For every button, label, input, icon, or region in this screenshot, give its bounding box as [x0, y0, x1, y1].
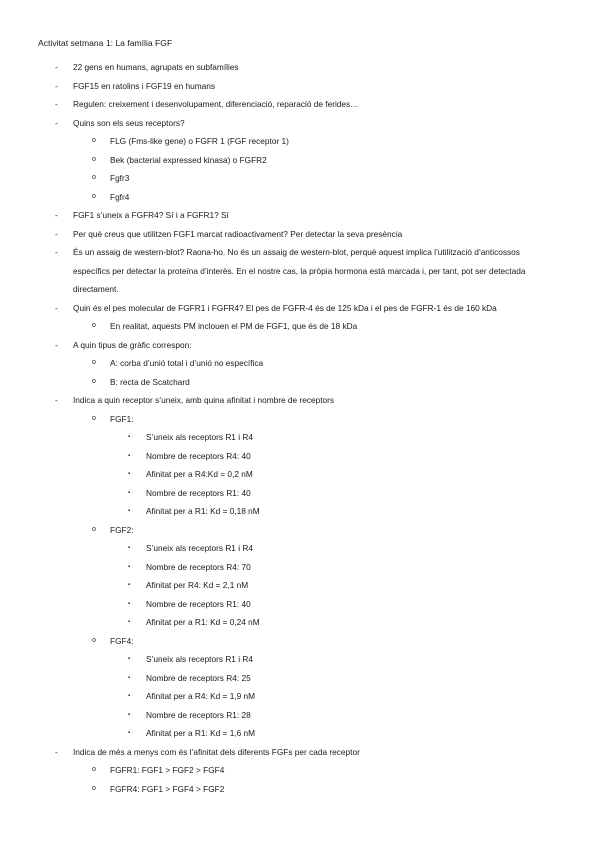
list-item	[0, 336, 600, 355]
circle-bullet-icon: o	[92, 359, 96, 366]
list-item-text: Nombre de receptors R4: 40	[146, 450, 251, 461]
list-item	[0, 576, 600, 595]
list-item	[0, 724, 600, 743]
dash-bullet-icon: -	[55, 339, 58, 350]
dash-bullet-icon: -	[55, 395, 58, 405]
list-item	[0, 595, 600, 614]
square-bullet-icon: ▪	[128, 563, 131, 570]
list-item-text: S’uneix als receptors R1 i R4	[146, 543, 253, 553]
dash-bullet-icon: -	[55, 247, 58, 257]
list-item-text: Afinitat per a R4: Kd = 1,9 nM	[146, 691, 256, 701]
list-item	[0, 95, 600, 114]
dash-bullet-icon: -	[55, 117, 58, 128]
square-bullet-icon: ▪	[128, 656, 131, 662]
list-item	[0, 539, 600, 558]
square-bullet-icon: ▪	[128, 600, 131, 607]
list-item-text: Fgfr3	[110, 173, 130, 183]
list-item-text: S’uneix als receptors R1 i R4	[146, 432, 253, 442]
square-bullet-icon: ▪	[128, 434, 131, 440]
list-item	[0, 558, 600, 577]
list-item-text: 22 gens en humans, agrupats en subfamílies	[73, 62, 239, 72]
list-item	[0, 299, 600, 318]
list-item-text: Per què creus que utilitzen FGF1 marcat radioactivament? Per detectar la seva presència	[73, 228, 403, 239]
list-item-text: FGFR4: FGF1 > FGF4 > FGF2	[110, 783, 225, 794]
square-bullet-icon: ▪	[128, 582, 131, 588]
list-item	[0, 317, 600, 336]
list-item	[0, 484, 600, 503]
dash-bullet-icon: -	[55, 228, 58, 239]
list-item	[0, 706, 600, 725]
square-bullet-icon: ▪	[128, 508, 131, 514]
list-item-text: FLG (Fms-like gene) o FGFR 1 (FGF receptor 1)	[110, 136, 289, 146]
list-item-text: Afinitat per a R1: Kd = 1,6 nM	[146, 728, 256, 738]
list-item	[0, 613, 600, 632]
list-item	[0, 132, 600, 151]
square-bullet-icon: ▪	[128, 471, 131, 477]
list-item-text: FGF4:	[110, 635, 134, 646]
dash-bullet-icon: -	[55, 80, 58, 91]
square-bullet-icon: ▪	[128, 674, 131, 681]
circle-bullet-icon: o	[92, 525, 96, 533]
list-item-text: FGF1:	[110, 413, 134, 424]
list-item-text: Afinitat per a R1: Kd = 0,18 nM	[146, 506, 260, 516]
circle-bullet-icon: o	[92, 155, 96, 163]
list-item	[0, 206, 600, 225]
circle-bullet-icon: o	[92, 137, 96, 144]
dash-bullet-icon: -	[55, 210, 58, 220]
list-item-text: A quin tipus de gràfic correspon:	[73, 339, 192, 350]
list-item	[0, 687, 600, 706]
circle-bullet-icon: o	[92, 766, 96, 773]
list-item-text: Nombre de receptors R4: 70	[146, 561, 251, 572]
document-title: Activitat setmana 1: La família FGF	[38, 38, 173, 48]
list-item	[0, 743, 600, 762]
list-item-text: Quin és el pes molecular de FGFR1 i FGFR4? El pes de FGFR-4 és de 125 kDa i el pes de FGFR-1 és de 160 kDa	[73, 302, 497, 313]
list-item	[0, 354, 600, 373]
circle-bullet-icon: o	[92, 414, 96, 422]
list-item	[0, 114, 600, 133]
list-item-text: Quins son els seus receptors?	[73, 117, 185, 128]
list-item-text: Bek (bacterial expressed kinasa) o FGFR2	[110, 154, 267, 165]
list-item	[0, 373, 600, 392]
list-item-text: Indica a quin receptor s’uneix, amb quina afinitat i nombre de receptors	[73, 395, 335, 405]
list-item-text: Regulen: creixement i desenvolupament, diferenciació, reparació de ferides…	[73, 99, 359, 109]
list-item-text: Nombre de receptors R1: 40	[146, 598, 251, 609]
list-item-text: FGF2:	[110, 524, 134, 535]
list-item	[0, 169, 600, 188]
list-item	[0, 650, 600, 669]
bullet-list	[0, 58, 600, 798]
list-item	[0, 410, 600, 429]
list-item-text: Afinitat per R4: Kd = 2,1 nM	[146, 580, 249, 590]
list-item	[0, 151, 600, 170]
dash-bullet-icon: -	[55, 746, 58, 757]
list-item	[0, 447, 600, 466]
square-bullet-icon: ▪	[128, 619, 131, 625]
list-item-text: Nombre de receptors R4: 25	[146, 672, 251, 683]
square-bullet-icon: ▪	[128, 489, 131, 496]
circle-bullet-icon: o	[92, 377, 96, 385]
list-item	[0, 761, 600, 780]
list-item	[0, 188, 600, 207]
list-item-text: FGFR1: FGF1 > FGF2 > FGF4	[110, 765, 225, 775]
list-item	[0, 58, 600, 77]
list-item-text: Nombre de receptors R1: 40	[146, 487, 251, 498]
square-bullet-icon: ▪	[128, 711, 131, 718]
list-item	[0, 465, 600, 484]
list-item-text: S’uneix als receptors R1 i R4	[146, 654, 253, 664]
square-bullet-icon: ▪	[128, 545, 131, 551]
list-item	[0, 77, 600, 96]
circle-bullet-icon: o	[92, 192, 96, 200]
circle-bullet-icon: o	[92, 784, 96, 792]
list-item	[0, 521, 600, 540]
square-bullet-icon: ▪	[128, 693, 131, 699]
circle-bullet-icon: o	[92, 322, 96, 329]
list-item	[0, 632, 600, 651]
list-item-text: A: corba d’unió total i d’unió no específica	[110, 358, 264, 368]
list-item	[0, 780, 600, 799]
list-item-text: Fgfr4	[110, 191, 130, 202]
list-item-text: FGF1 s’uneix a FGFR4? Sí i a FGFR1? Sí	[73, 210, 229, 220]
list-item-text: En realitat, aquests PM inclouen el PM de FGF1, que és de 18 kDa	[110, 321, 358, 331]
list-item	[0, 428, 600, 447]
list-item-text: B: recta de Scatchard	[110, 376, 190, 387]
list-item	[0, 669, 600, 688]
dash-bullet-icon: -	[55, 302, 58, 313]
list-item	[0, 391, 600, 410]
list-item-text: FGF15 en ratolins i FGF19 en humans	[73, 80, 216, 91]
list-item-text: Indica de més a menys com és l’afinitat dels diferents FGFs per cada receptor	[73, 746, 360, 757]
square-bullet-icon: ▪	[128, 452, 131, 459]
list-item	[0, 243, 559, 299]
list-item-text: Afinitat per a R4:Kd = 0,2 nM	[146, 469, 253, 479]
list-item-text: Nombre de receptors R1: 28	[146, 709, 251, 720]
circle-bullet-icon: o	[92, 174, 96, 181]
square-bullet-icon: ▪	[128, 730, 131, 736]
dash-bullet-icon: -	[55, 99, 58, 109]
list-item-text: Afinitat per a R1: Kd = 0,24 nM	[146, 617, 260, 627]
circle-bullet-icon: o	[92, 636, 96, 644]
list-item	[0, 225, 600, 244]
list-item-text: És un assaig de western-blot? Raona-ho. No és un assaig de western-blot, perquè aquest implica l’utilització d’anticossos específics per detectar la proteïna d’interès. En el nostre cas, la pròpia hormona està marcada i, per tant, pot ser detectada directament.	[73, 247, 526, 294]
list-item	[0, 502, 600, 521]
dash-bullet-icon: -	[55, 62, 58, 72]
